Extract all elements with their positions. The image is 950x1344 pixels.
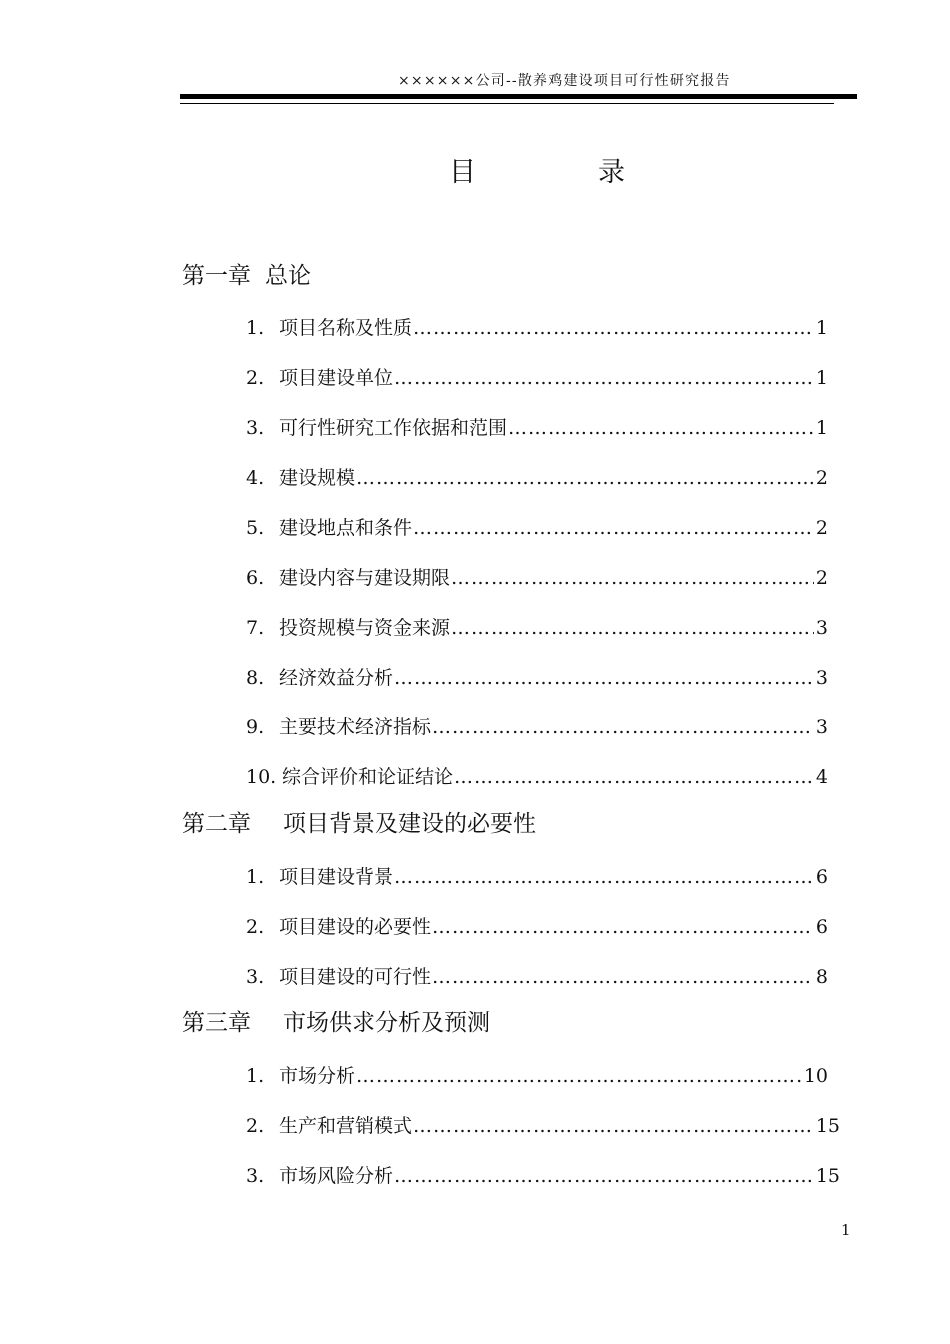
entry-label: 生产和营销模式 (279, 1115, 413, 1137)
entry-label: 主要技术经济指标 (279, 716, 432, 738)
entry-number: 6. (246, 567, 265, 589)
entry-number: 1. (246, 1065, 265, 1087)
entry-number: 4. (246, 467, 265, 489)
dot-leader (394, 1163, 814, 1189)
dot-leader (394, 864, 814, 890)
toc-entry[interactable] (246, 864, 828, 890)
toc-entry[interactable] (246, 1063, 828, 1089)
page-number: 1 (841, 1221, 851, 1239)
dot-leader (454, 764, 814, 790)
entry-label: 项目建设的可行性 (279, 966, 432, 988)
header-rule-thick (180, 94, 857, 99)
entry-label: 投资规模与资金来源 (279, 617, 451, 639)
entry-page: 15 (815, 1165, 840, 1187)
entry-label: 项目建设单位 (279, 367, 394, 389)
chapter-3-heading[interactable] (182, 1008, 490, 1038)
dot-leader (413, 1113, 814, 1139)
entry-label: 项目建设的必要性 (279, 916, 432, 938)
running-header: ××××××公司--散养鸡建设项目可行性研究报告 (398, 73, 731, 89)
toc-entry[interactable] (246, 764, 828, 790)
entry-label: 可行性研究工作依据和范围 (279, 417, 508, 439)
chapter-title: 项目背景及建设的必要性 (283, 811, 536, 837)
dot-leader (451, 565, 814, 591)
entry-page: 2 (815, 517, 828, 539)
entry-page: 6 (815, 916, 828, 938)
entry-label: 项目建设背景 (279, 866, 394, 888)
dot-leader (432, 914, 814, 940)
entry-page: 10 (803, 1065, 828, 1087)
entry-page: 1 (815, 367, 828, 389)
entry-number: 10. (246, 766, 277, 788)
dot-leader (451, 615, 814, 641)
toc-entry[interactable] (246, 714, 828, 740)
chapter-title: 市场供求分析及预测 (283, 1010, 490, 1036)
toc-entry[interactable] (246, 914, 828, 940)
entry-label: 建设地点和条件 (279, 517, 413, 539)
entry-number: 1. (246, 317, 265, 339)
toc-entry[interactable] (246, 415, 828, 441)
entry-page: 3 (815, 716, 828, 738)
toc-entry[interactable] (246, 565, 828, 591)
dot-leader (356, 1063, 802, 1089)
toc-entry[interactable] (246, 665, 828, 691)
entry-number: 3. (246, 417, 265, 439)
entry-label: 建设规模 (279, 467, 356, 489)
chapter-number: 第一章 (182, 263, 251, 289)
entry-label: 市场分析 (279, 1065, 356, 1087)
entry-label: 项目名称及性质 (279, 317, 413, 339)
toc-entry[interactable] (246, 365, 828, 391)
chapter-number: 第二章 (182, 811, 251, 837)
entry-number: 2. (246, 916, 265, 938)
toc-title-left: 目 (449, 157, 476, 188)
entry-number: 3. (246, 966, 265, 988)
toc-entry[interactable] (246, 315, 828, 341)
entry-number: 8. (246, 667, 265, 689)
dot-leader (394, 365, 814, 391)
entry-number: 7. (246, 617, 265, 639)
entry-number: 2. (246, 367, 265, 389)
dot-leader (432, 964, 814, 990)
dot-leader (432, 714, 814, 740)
entry-number: 3. (246, 1165, 265, 1187)
entry-number: 5. (246, 517, 265, 539)
entry-page: 3 (815, 617, 828, 639)
dot-leader (356, 465, 814, 491)
entry-page: 4 (815, 766, 828, 788)
chapter-title: 总论 (265, 263, 311, 289)
entry-page: 2 (815, 567, 828, 589)
toc-entry[interactable] (246, 1113, 840, 1139)
toc-entry[interactable] (246, 1163, 840, 1189)
header-rule-thin (180, 103, 834, 104)
dot-leader (413, 315, 814, 341)
dot-leader (508, 415, 814, 441)
toc-entry[interactable] (246, 964, 828, 990)
entry-label: 建设内容与建设期限 (279, 567, 451, 589)
toc-entry[interactable] (246, 465, 828, 491)
dot-leader (413, 515, 814, 541)
chapter-1-heading[interactable] (182, 261, 311, 291)
entry-number: 9. (246, 716, 265, 738)
entry-page: 3 (815, 667, 828, 689)
entry-page: 1 (815, 317, 828, 339)
entry-page: 1 (815, 417, 828, 439)
toc-entry[interactable] (246, 515, 828, 541)
entry-label: 经济效益分析 (279, 667, 394, 689)
entry-label: 市场风险分析 (279, 1165, 394, 1187)
entry-label: 综合评价和论证结论 (282, 766, 454, 788)
toc-entry[interactable] (246, 615, 828, 641)
entry-page: 6 (815, 866, 828, 888)
chapter-number: 第三章 (182, 1010, 251, 1036)
entry-page: 15 (815, 1115, 840, 1137)
entry-number: 1. (246, 866, 265, 888)
entry-page: 8 (815, 966, 828, 988)
entry-page: 2 (815, 467, 828, 489)
entry-number: 2. (246, 1115, 265, 1137)
toc-title-right: 录 (598, 157, 625, 188)
dot-leader (394, 665, 814, 691)
chapter-2-heading[interactable] (182, 809, 536, 839)
